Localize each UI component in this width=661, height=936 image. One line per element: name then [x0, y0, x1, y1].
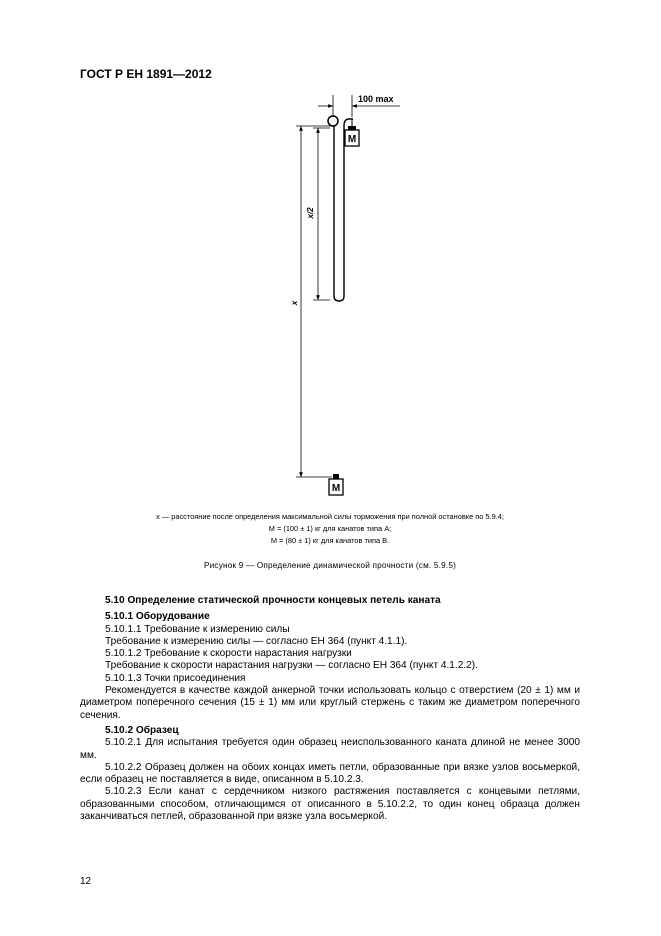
figure-legend	[80, 511, 580, 547]
top-mass	[345, 119, 359, 146]
para-anchor-points: Рекомендуется в качестве каждой анкерной точки использовать кольцо с отверстием (20 ± 1) мм и диаметром поперечного сечения (15 ± 1) мм или круглый стержень с таким же диаметром поперечного сечения.	[80, 685, 580, 721]
page-number: 12	[80, 876, 92, 887]
dimension-x-half-label: x/2	[306, 207, 315, 219]
legend-line-mass-b: M = (80 ± 1) кг для канатов типа В.	[270, 536, 390, 545]
para-5-10-1-2: 5.10.1.2 Требование к скорости нарастания нагрузки	[105, 648, 352, 660]
para-5-10-2-3: 5.10.2.3 Если канат с сердечником низкого растяжения поставляется с концевыми петлями, образованными способом, отличающимся от описанного в 5.10.2.2, то один конец образца должен заканчиваться петлей, образованной при вязке узла восьмеркой.	[80, 786, 580, 823]
legend-line-x: x — расстояние после определения максимальной силы торможения при полной остановке по 5.9.4;	[156, 512, 504, 521]
legend-line-mass-a: M = (100 ± 1) кг для канатов типа А;	[268, 524, 392, 533]
para-5-10-1-1: 5.10.1.1 Требование к измерению силы	[105, 623, 290, 635]
para-5-10-1-3: 5.10.1.3 Точки присоединения	[105, 672, 246, 684]
dimension-x-half	[306, 128, 330, 300]
document-header: ГОСТ Р ЕН 1891—2012	[80, 67, 212, 81]
subsection-sample-title: 5.10.2 Образец	[105, 724, 179, 736]
top-dimension-label: 100 max	[358, 94, 394, 104]
para-force-requirement: Требование к измерению силы — согласно ЕН 364 (пункт 4.1.1).	[105, 635, 408, 647]
dimension-x-label: x	[290, 300, 299, 306]
para-rate-requirement: Требование к скорости нарастания нагрузки — согласно ЕН 364 (пункт 4.1.2.2).	[105, 660, 478, 672]
bottom-mass-label: M	[331, 483, 341, 494]
anchor-ring	[328, 116, 338, 126]
para-5-10-2-1: 5.10.2.1 Для испытания требуется один образец неиспользованного каната длиной не менее 3000 мм.	[80, 737, 580, 761]
dimension-x	[290, 126, 332, 477]
section-title: 5.10 Определение статической прочности концевых петель каната	[105, 595, 441, 606]
para-5-10-2-2: 5.10.2.2 Образец должен на обоих концах иметь петли, образованные при вязке узлов восьмеркой, если образец не поставляется в виде, описанном в 5.10.2.3.	[80, 761, 580, 786]
dimension-100-max	[318, 94, 400, 117]
top-mass-label: M	[347, 134, 357, 145]
figure-caption: Рисунок 9 — Определение динамической прочности (см. 5.9.5)	[203, 561, 457, 570]
subsection-equipment-title: 5.10.1 Оборудование	[105, 611, 210, 623]
section-body	[80, 594, 580, 823]
